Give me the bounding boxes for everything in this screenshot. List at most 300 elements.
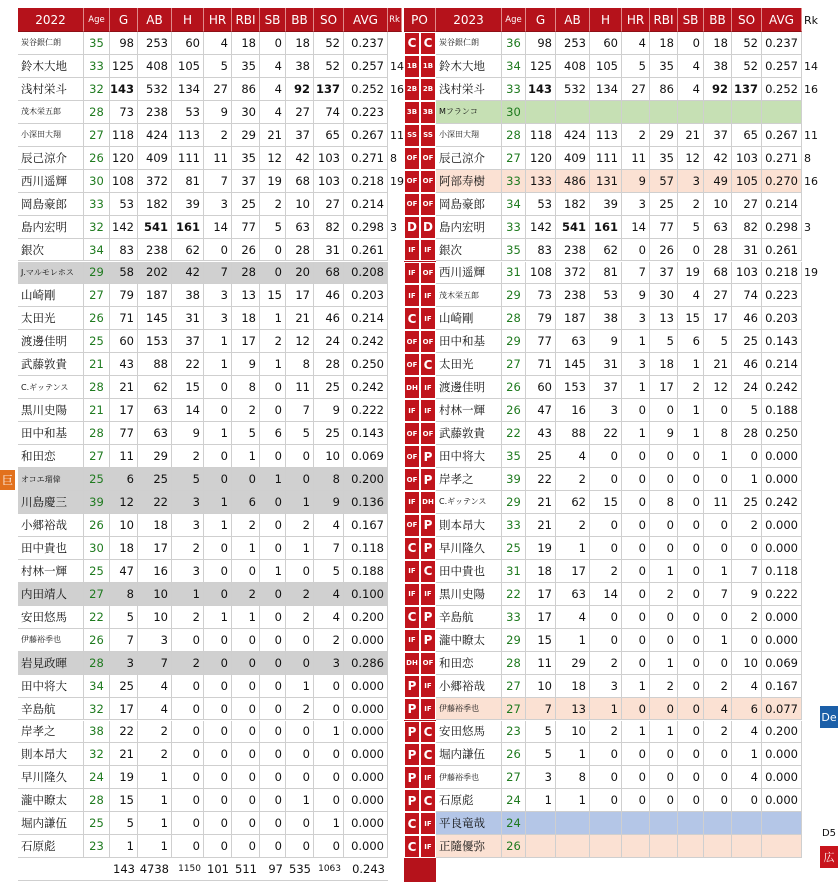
right-stat-avg: 0.214 (762, 353, 802, 376)
left-stat-so: 10 (314, 445, 344, 468)
position-2023: C (420, 789, 436, 812)
right-stat-sb: 2 (678, 376, 704, 399)
right-player-age: 29 (502, 629, 526, 652)
left-stat-rbi: 35 (232, 55, 260, 78)
right-stat-ab: 372 (556, 262, 590, 285)
right-stat-g: 142 (526, 216, 556, 239)
right-rank (802, 652, 820, 675)
left-stat-g: 25 (110, 675, 138, 698)
right-stat-h: 39 (590, 193, 622, 216)
left-stat-sb: 0 (260, 445, 286, 468)
right-stat-hr: 0 (622, 789, 650, 812)
right-stat-avg: 0.298 (762, 216, 802, 239)
left-player-age: 26 (84, 307, 110, 330)
right-stat-hr: 0 (622, 399, 650, 422)
left-stat-g: 12 (110, 491, 138, 514)
right-player-age: 33 (502, 514, 526, 537)
left-stat-g: 118 (110, 124, 138, 147)
left-stat-g: 21 (110, 743, 138, 766)
left-stat-so: 137 (314, 78, 344, 101)
right-stat-avg: 0.000 (762, 743, 802, 766)
right-player-age: 35 (502, 239, 526, 262)
left-stat-avg: 0.000 (344, 743, 388, 766)
right-stat-avg (762, 101, 802, 124)
left-stat-sb: 0 (260, 629, 286, 652)
left-player-name: C.ギッテンス (18, 376, 84, 399)
right-rank (802, 537, 820, 560)
left-col-header-rbi: RBI (232, 8, 260, 32)
right-player-name: 田中和基 (436, 330, 502, 353)
right-stat-avg: 0.000 (762, 766, 802, 789)
left-stat-h: 42 (172, 262, 204, 285)
right-stat-avg: 0.188 (762, 399, 802, 422)
right-player-name: 安田悠馬 (436, 721, 502, 744)
left-stat-so: 27 (314, 193, 344, 216)
position-2023: IF (420, 284, 436, 307)
right-player-age: 27 (502, 766, 526, 789)
right-stat-avg (762, 835, 802, 858)
left-stat-avg: 0.223 (344, 101, 388, 124)
left-stat-sb: 0 (260, 743, 286, 766)
right-stat-h: 0 (590, 445, 622, 468)
right-col-header-g: G (526, 8, 556, 32)
left-stat-bb: 1 (286, 675, 314, 698)
right-stat-hr: 5 (622, 55, 650, 78)
right-stat-hr: 1 (622, 675, 650, 698)
left-rank (388, 445, 402, 468)
left-player-age: 38 (84, 721, 110, 744)
left-stat-so: 9 (314, 491, 344, 514)
right-stat-hr: 0 (622, 468, 650, 491)
right-stat-sb (678, 101, 704, 124)
left-stat-so: 4 (314, 514, 344, 537)
left-stat-avg: 0.118 (344, 537, 388, 560)
left-stat-so: 2 (314, 629, 344, 652)
right-stat-so: 6 (732, 698, 762, 721)
left-stat-h: 2 (172, 445, 204, 468)
left-rank (388, 537, 402, 560)
left-rank (388, 399, 402, 422)
left-stat-ab: 4 (138, 698, 172, 721)
right-stat-ab: 1 (556, 789, 590, 812)
right-stat-bb: 1 (704, 560, 732, 583)
left-stat-rbi: 5 (232, 422, 260, 445)
left-player-name: 渡邊佳明 (18, 330, 84, 353)
left-col-header-so: SO (314, 8, 344, 32)
position-2023: 1B (420, 55, 436, 78)
left-player-name: 田中将大 (18, 675, 84, 698)
right-player-age: 29 (502, 284, 526, 307)
left-stat-ab: 408 (138, 55, 172, 78)
left-player-age: 26 (84, 629, 110, 652)
right-stat-g: 3 (526, 766, 556, 789)
left-stat-hr: 3 (204, 284, 232, 307)
left-stat-rbi: 29 (232, 124, 260, 147)
left-rank (388, 491, 402, 514)
right-stat-rbi: 0 (650, 629, 678, 652)
right-player-name: 田中貴也 (436, 560, 502, 583)
left-stat-h: 0 (172, 766, 204, 789)
right-stat-g: 21 (526, 514, 556, 537)
right-player-age: 25 (502, 537, 526, 560)
right-stat-rbi: 0 (650, 698, 678, 721)
right-stat-bb: 68 (704, 262, 732, 285)
right-stat-sb: 21 (678, 124, 704, 147)
left-stat-g: 17 (110, 399, 138, 422)
left-stat-g: 6 (110, 468, 138, 491)
right-rank (802, 491, 820, 514)
left-stat-avg: 0.250 (344, 353, 388, 376)
right-stat-sb: 0 (678, 766, 704, 789)
left-rank (388, 262, 402, 285)
left-player-name: 伊藤裕季也 (18, 629, 84, 652)
left-stat-sb: 4 (260, 101, 286, 124)
left-player-name: 村林一輝 (18, 560, 84, 583)
left-player-age: 29 (84, 262, 110, 285)
left-stat-ab: 3 (138, 629, 172, 652)
left-stat-avg: 0.214 (344, 193, 388, 216)
right-stat-g: 53 (526, 193, 556, 216)
right-player-age: 26 (502, 376, 526, 399)
right-rank (802, 193, 820, 216)
right-stat-avg: 0.077 (762, 698, 802, 721)
right-player-name: 渡邊佳明 (436, 376, 502, 399)
left-stat-avg: 0.000 (344, 629, 388, 652)
right-stat-sb: 0 (678, 583, 704, 606)
left-stat-h: 3 (172, 514, 204, 537)
right-rank (802, 514, 820, 537)
left-stat-bb: 0 (286, 468, 314, 491)
left-stat-ab: 88 (138, 353, 172, 376)
left-stat-ab: 4 (138, 675, 172, 698)
right-player-name: 伊藤裕季也 (436, 766, 502, 789)
right-stat-avg: 0.000 (762, 514, 802, 537)
right-stat-so: 137 (732, 78, 762, 101)
right-stat-bb: 0 (704, 606, 732, 629)
left-stat-avg: 0.200 (344, 606, 388, 629)
left-stat-h: 0 (172, 789, 204, 812)
left-stat-so: 46 (314, 284, 344, 307)
right-stat-so: 52 (732, 55, 762, 78)
left-stat-ab: 63 (138, 422, 172, 445)
left-stat-so: 0 (314, 835, 344, 858)
right-stat-sb: 12 (678, 147, 704, 170)
left-stat-avg: 0.000 (344, 675, 388, 698)
left-stat-g: 8 (110, 583, 138, 606)
right-rank (802, 583, 820, 606)
right-stat-ab: 63 (556, 330, 590, 353)
right-player-age: 27 (502, 675, 526, 698)
position-2022: OF (404, 147, 420, 170)
left-stat-hr: 1 (204, 330, 232, 353)
left-stat-bb: 10 (286, 193, 314, 216)
right-stat-h: 53 (590, 284, 622, 307)
position-2022: D (404, 216, 420, 239)
right-stat-avg: 0.242 (762, 376, 802, 399)
right-player-age: 22 (502, 583, 526, 606)
left-stat-g: 125 (110, 55, 138, 78)
right-stat-h: 0 (590, 468, 622, 491)
left-stat-rbi: 0 (232, 675, 260, 698)
right-player-age: 39 (502, 468, 526, 491)
position-2022: OF (404, 445, 420, 468)
right-stat-hr: 2 (622, 124, 650, 147)
left-stat-ab: 22 (138, 491, 172, 514)
left-player-name: 内田靖人 (18, 583, 84, 606)
left-stat-g: 3 (110, 652, 138, 675)
position-2023: OF (420, 330, 436, 353)
right-stat-avg: 0.167 (762, 675, 802, 698)
left-stat-hr: 1 (204, 491, 232, 514)
left-stat-h: 2 (172, 606, 204, 629)
position-2022: IF (404, 491, 420, 514)
left-stat-sb: 1 (260, 353, 286, 376)
right-player-age: 26 (502, 743, 526, 766)
right-stat-rbi: 86 (650, 78, 678, 101)
left-rank (388, 629, 402, 652)
right-stat-so: 28 (732, 422, 762, 445)
left-stat-h: 161 (172, 216, 204, 239)
right-stat-bb: 0 (704, 789, 732, 812)
right-player-name: 岸孝之 (436, 468, 502, 491)
left-stat-h: 9 (172, 422, 204, 445)
right-stat-ab: 238 (556, 239, 590, 262)
right-stat-sb: 0 (678, 721, 704, 744)
position-2023: OF (420, 422, 436, 445)
right-stat-h: 0 (590, 766, 622, 789)
right-stat-so: 46 (732, 353, 762, 376)
left-rank: 16 (390, 82, 404, 96)
left-stat-so: 0 (314, 789, 344, 812)
right-stat-h: 2 (590, 721, 622, 744)
right-stat-h (590, 812, 622, 835)
right-stat-hr (622, 101, 650, 124)
right-rank (802, 330, 820, 353)
left-stat-rbi: 8 (232, 376, 260, 399)
position-2023: P (420, 514, 436, 537)
right-stat-bb: 11 (704, 491, 732, 514)
left-player-age: 28 (84, 376, 110, 399)
right-rank (802, 629, 820, 652)
right-player-name: 田中将大 (436, 445, 502, 468)
left-stat-avg: 0.000 (344, 812, 388, 835)
left-total-h: 1150 (172, 858, 204, 881)
right-player-name: 和田恋 (436, 652, 502, 675)
position-2022: OF (404, 170, 420, 193)
left-stat-g: 5 (110, 606, 138, 629)
left-player-age: 28 (84, 422, 110, 445)
right-player-name: 太田光 (436, 353, 502, 376)
po-header: PO (404, 8, 436, 32)
left-stat-avg: 0.000 (344, 721, 388, 744)
position-2023: C (420, 560, 436, 583)
right-stat-bb: 17 (704, 307, 732, 330)
left-stat-bb: 37 (286, 124, 314, 147)
right-stat-rbi: 77 (650, 216, 678, 239)
left-stat-h: 2 (172, 652, 204, 675)
right-player-name: 小深田大翔 (436, 124, 502, 147)
left-stat-rbi: 1 (232, 445, 260, 468)
right-player-age: 29 (502, 491, 526, 514)
right-stat-sb: 0 (678, 698, 704, 721)
left-stat-h: 0 (172, 721, 204, 744)
right-rank (802, 789, 820, 812)
left-stat-bb: 1 (286, 491, 314, 514)
left-stat-g: 108 (110, 170, 138, 193)
position-2022: IF (404, 399, 420, 422)
left-stat-rbi: 26 (232, 239, 260, 262)
right-stat-rbi: 1 (650, 721, 678, 744)
left-rank (388, 652, 402, 675)
left-rank (388, 32, 402, 55)
right-stat-h: 0 (590, 537, 622, 560)
right-col-header-age: Age (502, 8, 526, 32)
position-2022: 3B (404, 101, 420, 124)
right-year-header: 2023 (436, 8, 502, 32)
left-stat-avg: 0.000 (344, 766, 388, 789)
right-stat-avg: 0.250 (762, 422, 802, 445)
left-stat-avg: 0.242 (344, 330, 388, 353)
position-2023: IF (420, 835, 436, 858)
right-player-name: 武藤敦貴 (436, 422, 502, 445)
left-stat-ab: 238 (138, 101, 172, 124)
left-stat-avg: 0.298 (344, 216, 388, 239)
left-stat-ab: 541 (138, 216, 172, 239)
right-stat-g: 17 (526, 606, 556, 629)
right-stat-ab: 238 (556, 284, 590, 307)
left-stat-so: 4 (314, 606, 344, 629)
right-stat-avg: 0.000 (762, 629, 802, 652)
left-stat-sb: 5 (260, 216, 286, 239)
left-stat-sb: 19 (260, 170, 286, 193)
right-stat-so: 0 (732, 445, 762, 468)
left-stat-avg: 0.203 (344, 284, 388, 307)
right-player-age: 31 (502, 262, 526, 285)
left-stat-rbi: 25 (232, 193, 260, 216)
right-rank (802, 32, 820, 55)
right-stat-h: 15 (590, 491, 622, 514)
left-stat-bb: 42 (286, 147, 314, 170)
position-2022: C (404, 606, 420, 629)
right-stat-sb: 0 (678, 606, 704, 629)
left-stat-h: 3 (172, 560, 204, 583)
left-stat-bb: 20 (286, 262, 314, 285)
left-stat-so: 1 (314, 721, 344, 744)
left-stat-avg: 0.222 (344, 399, 388, 422)
left-rank (388, 284, 402, 307)
right-stat-g: 98 (526, 32, 556, 55)
left-stat-h: 14 (172, 399, 204, 422)
right-stat-rbi: 1 (650, 560, 678, 583)
left-stat-avg: 0.136 (344, 491, 388, 514)
right-stat-bb: 7 (704, 583, 732, 606)
right-stat-so (732, 101, 762, 124)
left-stat-so: 9 (314, 399, 344, 422)
left-stat-hr: 0 (204, 835, 232, 858)
left-stat-g: 10 (110, 514, 138, 537)
left-stat-bb: 2 (286, 514, 314, 537)
right-stat-avg: 0.000 (762, 537, 802, 560)
right-stat-g: 5 (526, 743, 556, 766)
right-stat-hr: 1 (622, 376, 650, 399)
right-stat-hr: 0 (622, 239, 650, 262)
right-stat-so: 0 (732, 789, 762, 812)
left-rank (388, 101, 402, 124)
right-stat-g: 10 (526, 675, 556, 698)
left-player-age: 22 (84, 606, 110, 629)
right-stat-so: 65 (732, 124, 762, 147)
right-rank: 14 (804, 59, 818, 73)
right-stat-sb: 0 (678, 560, 704, 583)
left-stat-sb: 0 (260, 721, 286, 744)
left-stat-ab: 238 (138, 239, 172, 262)
right-stat-bb: 21 (704, 353, 732, 376)
left-stat-h: 3 (172, 491, 204, 514)
right-stat-ab: 63 (556, 583, 590, 606)
left-stat-bb: 92 (286, 78, 314, 101)
position-2023: 3B (420, 101, 436, 124)
right-stat-bb: 42 (704, 147, 732, 170)
left-stat-hr: 0 (204, 766, 232, 789)
left-stat-sb: 0 (260, 239, 286, 262)
right-stat-rbi: 9 (650, 422, 678, 445)
left-stat-so: 25 (314, 376, 344, 399)
left-stat-g: 98 (110, 32, 138, 55)
left-rank (388, 307, 402, 330)
right-player-name: 黒川史陽 (436, 583, 502, 606)
right-rank (802, 675, 820, 698)
position-2022: DH (404, 652, 420, 675)
right-stat-h: 1 (590, 698, 622, 721)
left-stat-rbi: 86 (232, 78, 260, 101)
left-stat-rbi: 1 (232, 537, 260, 560)
left-stat-so: 0 (314, 766, 344, 789)
position-2023: OF (420, 193, 436, 216)
right-player-name: 浅村栄斗 (436, 78, 502, 101)
left-player-age: 30 (84, 537, 110, 560)
right-stat-rbi (650, 835, 678, 858)
right-rank (802, 468, 820, 491)
left-stat-g: 143 (110, 78, 138, 101)
left-stat-bb: 8 (286, 353, 314, 376)
right-player-age: 36 (502, 32, 526, 55)
left-stat-so: 31 (314, 239, 344, 262)
right-stat-rbi: 0 (650, 399, 678, 422)
right-stat-so: 52 (732, 32, 762, 55)
position-2022: IF (404, 284, 420, 307)
right-stat-so: 1 (732, 468, 762, 491)
position-2023: C (420, 353, 436, 376)
left-stat-g: 43 (110, 353, 138, 376)
right-rank: 19 (804, 266, 818, 280)
left-player-name: 石原彪 (18, 835, 84, 858)
left-player-age: 28 (84, 789, 110, 812)
left-stat-avg: 0.237 (344, 32, 388, 55)
right-stat-sb: 0 (678, 491, 704, 514)
left-stat-ab: 532 (138, 78, 172, 101)
right-stat-hr: 9 (622, 284, 650, 307)
right-stat-g: 15 (526, 629, 556, 652)
left-stat-bb: 12 (286, 330, 314, 353)
left-player-age: 25 (84, 560, 110, 583)
right-stat-so: 1 (732, 743, 762, 766)
left-stat-so: 3 (314, 652, 344, 675)
left-stat-ab: 2 (138, 743, 172, 766)
right-stat-h: 0 (590, 606, 622, 629)
left-stat-g: 18 (110, 537, 138, 560)
left-stat-avg: 0.167 (344, 514, 388, 537)
position-2023: 2B (420, 78, 436, 101)
